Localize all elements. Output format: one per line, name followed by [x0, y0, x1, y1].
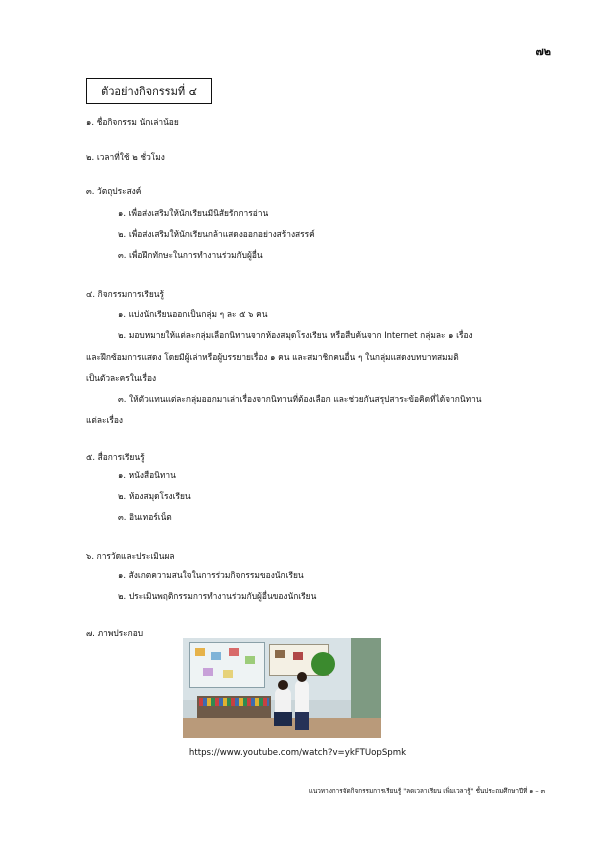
- activities-heading: ๔. กิจกรรมการเรียนรู้: [86, 289, 164, 299]
- activity-step-continued: เป็นตัวละครในเรื่อง: [86, 373, 157, 383]
- page-footer: แนวทางการจัดกิจกรรมการเรียนรู้ "ลดเวลาเรียน เพิ่มเวลารู้" ชั้นประถมศึกษาปีที่ ๑ – ๓: [308, 787, 545, 795]
- objective-item: ๒. เพื่อส่งเสริมให้นักเรียนกล้าแสดงออกอย่างสร้างสรรค์: [118, 229, 315, 239]
- activity-step-continued: และฝึกซ้อมการแสดง โดยมีผู้เล่าหรือผู้บรรยายเรื่อง ๑ คน และสมาชิกคนอื่น ๆ ในกลุ่มแสดงบทบาทสมมติ: [86, 352, 459, 362]
- activity-title: ตัวอย่างกิจกรรมที่ ๔: [101, 85, 197, 98]
- objective-item: ๓. เพื่อฝึกทักษะในการทำงานร่วมกับผู้อื่น: [118, 250, 263, 260]
- illustration-heading: ๗. ภาพประกอบ: [86, 628, 144, 638]
- activity-name: ๑. ชื่อกิจกรรม นักเล่าน้อย: [86, 117, 179, 127]
- media-item: ๑. หนังสือนิทาน: [118, 470, 176, 480]
- time-used: ๒. เวลาที่ใช้ ๒ ชั่วโมง: [86, 152, 165, 162]
- evaluation-item: ๑. สังเกตความสนใจในการร่วมกิจกรรมของนักเรียน: [118, 570, 304, 580]
- video-url[interactable]: https://www.youtube.com/watch?v=ykFTUopSpmk: [188, 748, 407, 758]
- media-heading: ๕. สื่อการเรียนรู้: [86, 452, 145, 462]
- activity-title-box: [86, 78, 212, 104]
- evaluation-item: ๒. ประเมินพฤติกรรมการทำงานร่วมกับผู้อื่นของนักเรียน: [118, 591, 317, 601]
- media-item: ๓. อินเทอร์เน็ต: [118, 512, 172, 522]
- page-number: ๗๒: [535, 45, 551, 58]
- activity-step: ๑. แบ่งนักเรียนออกเป็นกลุ่ม ๆ ละ ๕ ๖ คน: [118, 309, 268, 319]
- objective-item: ๑. เพื่อส่งเสริมให้นักเรียนมีนิสัยรักการอ่าน: [118, 208, 269, 218]
- activity-step: ๒. มอบหมายให้แต่ละกลุ่มเลือกนิทานจากห้องสมุดโรงเรียน หรือสืบค้นจาก Internet กลุ่มละ ๑ เรื่อง: [118, 330, 473, 340]
- classroom-photo: [183, 638, 381, 738]
- media-item: ๒. ห้องสมุดโรงเรียน: [118, 491, 191, 501]
- activity-step: ๓. ให้ตัวแทนแต่ละกลุ่มออกมาเล่าเรื่องจากนิทานที่ต้องเลือก และช่วยกันสรุปสาระข้อคิดที่ได้จากนิทาน: [118, 394, 482, 404]
- activity-step-continued: แต่ละเรื่อง: [86, 415, 123, 425]
- objectives-heading: ๓. วัตถุประสงค์: [86, 186, 142, 196]
- evaluation-heading: ๖. การวัดและประเมินผล: [86, 551, 175, 561]
